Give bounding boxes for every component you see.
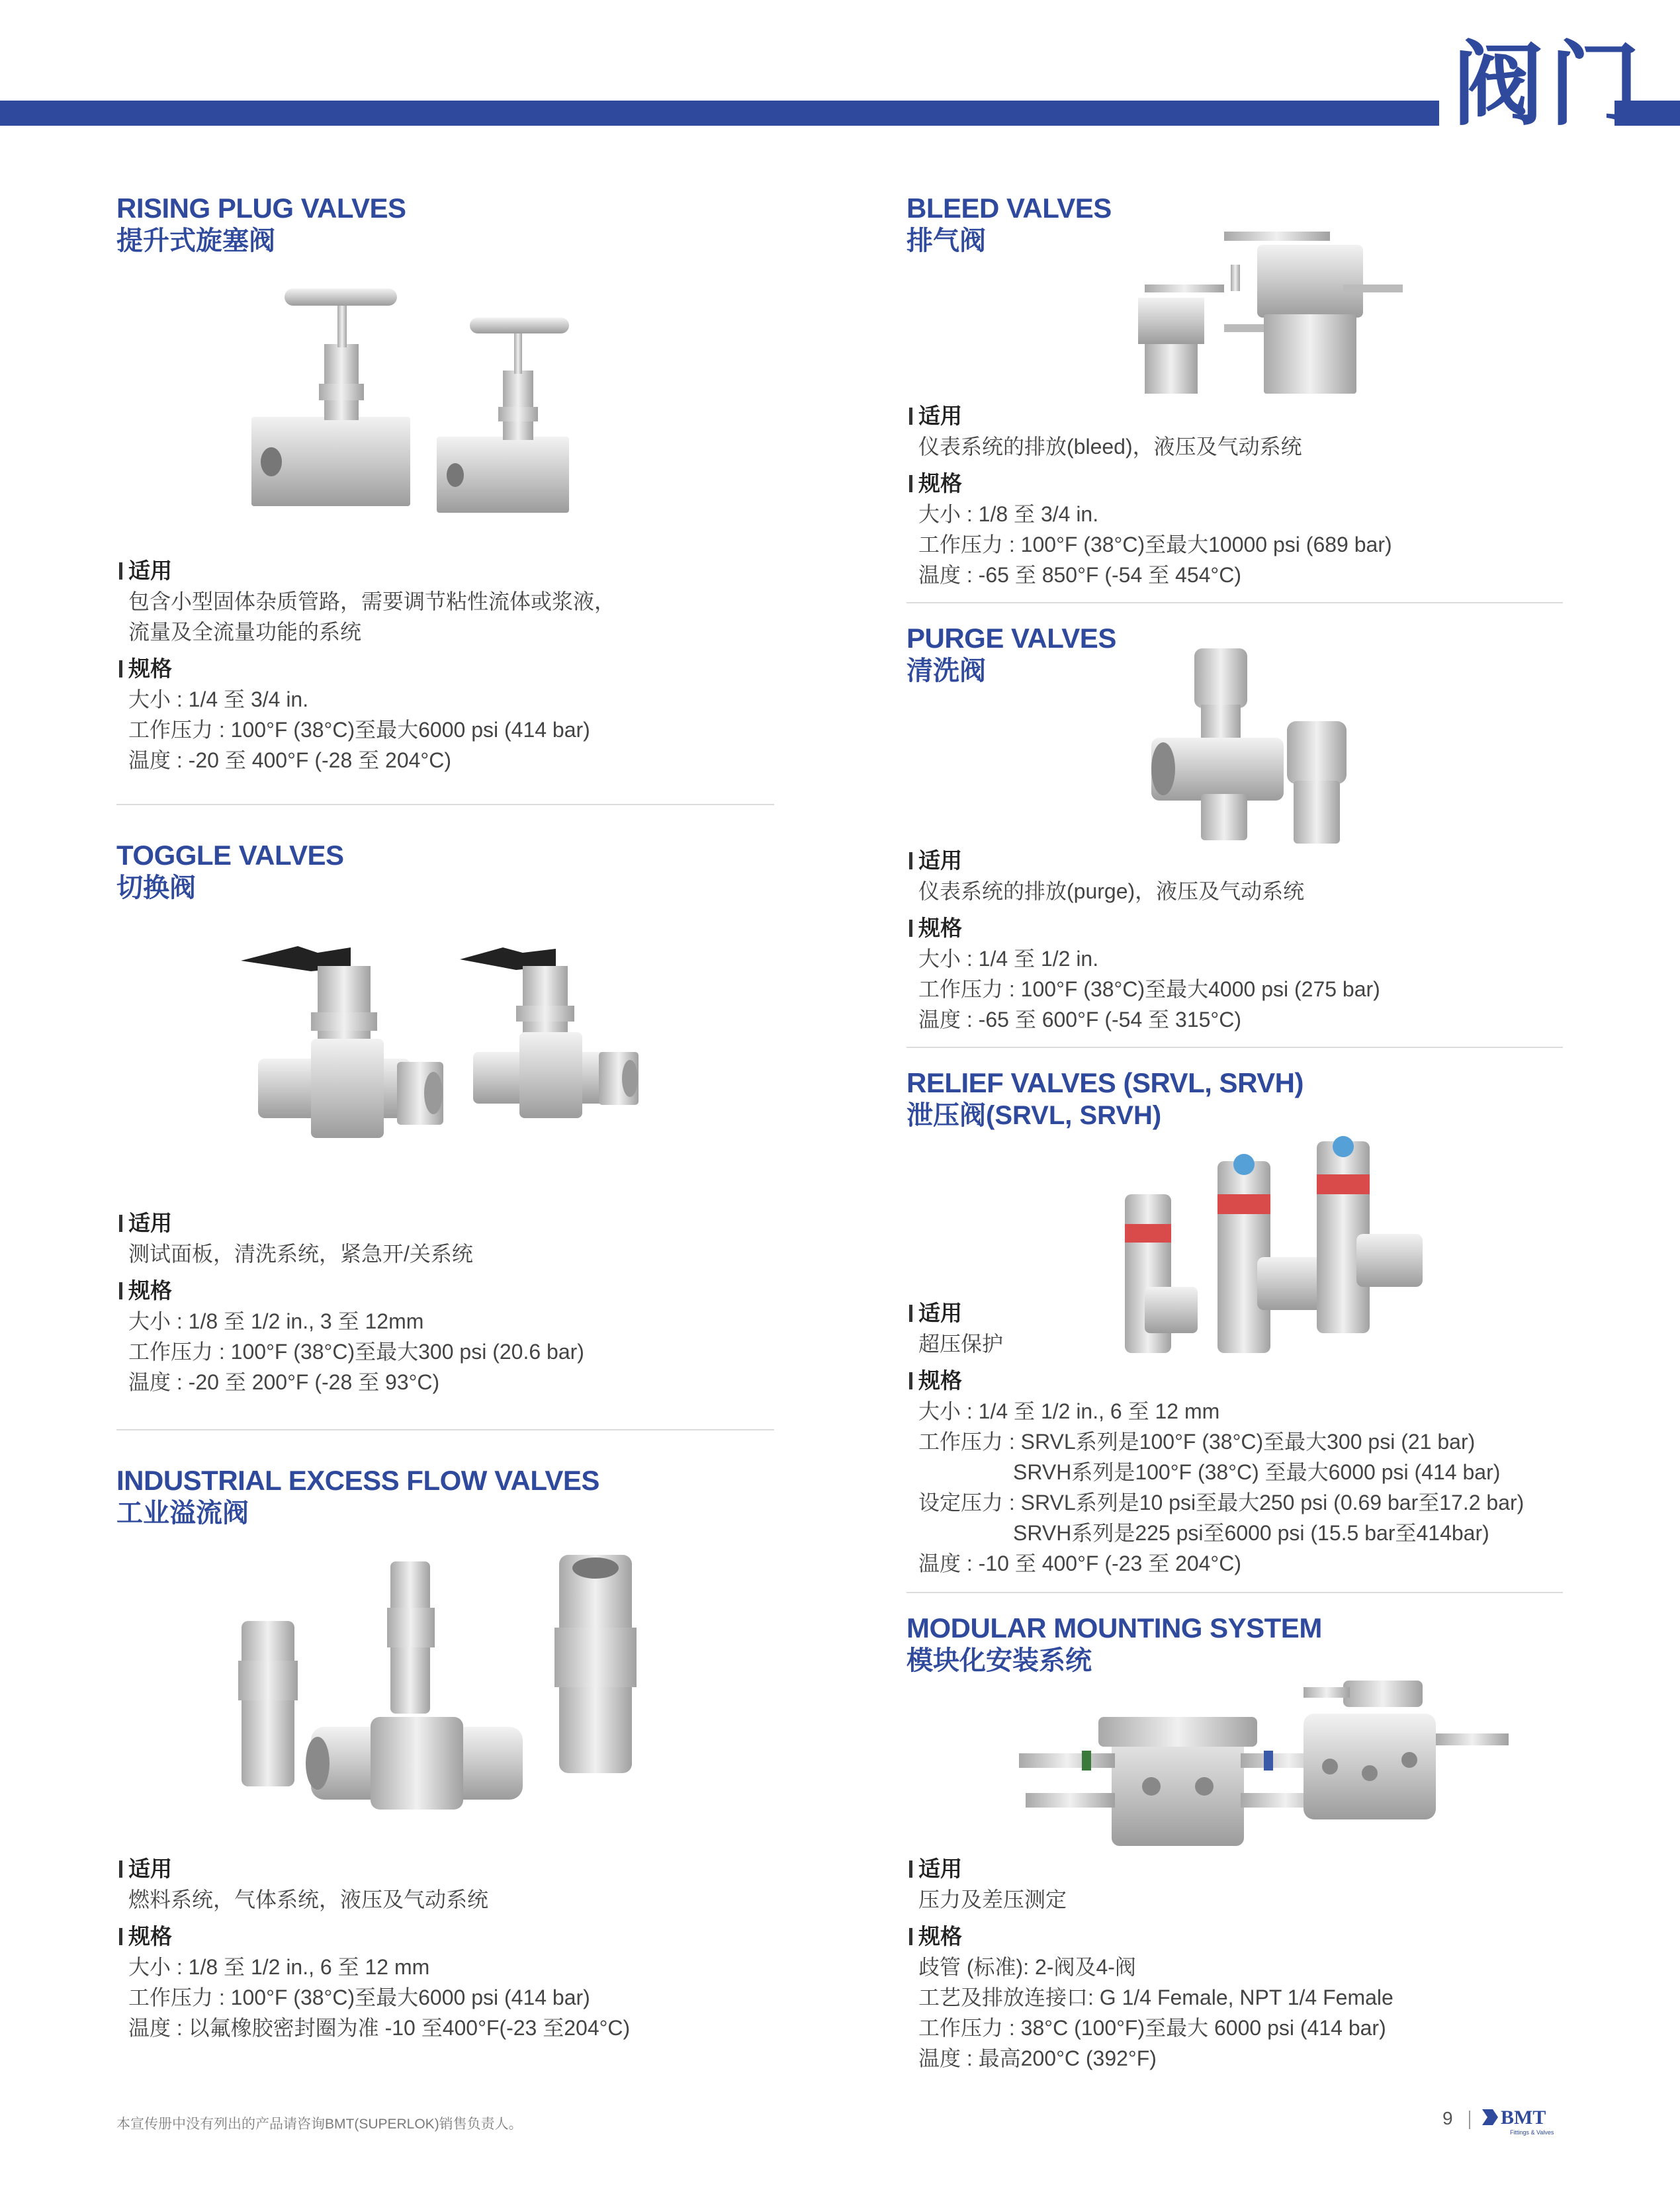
- spec-line: 工作压力 : 100°F (38°C)至最大6000 psi (414 bar): [128, 1986, 590, 2009]
- bmt-logo: [1481, 2104, 1560, 2138]
- spec-line: 温度 : -20 至 400°F (-28 至 204°C): [128, 748, 451, 772]
- spec-line: 大小 : 1/4 至 3/4 in.: [128, 687, 309, 711]
- application-label: 适用: [119, 556, 615, 586]
- spec-line: SRVH系列是100°F (38°C) 至最大6000 psi (414 bar): [1013, 1460, 1501, 1484]
- section-title-en: RISING PLUG VALVES: [116, 193, 406, 224]
- section-modular-mounting-details: [918, 1854, 1393, 2074]
- svg-text:BMT: BMT: [1501, 2107, 1546, 2128]
- spec-label: 规格: [909, 1366, 1524, 1396]
- spec-line: 大小 : 1/8 至 3/4 in.: [918, 502, 1099, 526]
- spec-line: 工作压力 : 38°C (100°F)至最大 6000 psi (414 bar): [918, 2016, 1386, 2040]
- spec-line: 工作压力 : 100°F (38°C)至最大10000 psi (689 bar): [918, 533, 1392, 556]
- section-title-zh: 切换阀: [116, 873, 196, 902]
- header-bar: [0, 101, 1439, 126]
- spec-line: 工艺及排放连接口: G 1/4 Female, NPT 1/4 Female: [918, 1986, 1393, 2009]
- section-divider: [906, 602, 1563, 603]
- section-title-en: MODULAR MOUNTING SYSTEM: [906, 1612, 1322, 1643]
- application-line: 燃料系统，气体系统，液压及气动系统: [128, 1888, 489, 1911]
- spec-line: 温度 : -65 至 850°F (-54 至 454°C): [918, 563, 1241, 587]
- bleed-valves-photo: [1125, 218, 1403, 404]
- section-bleed: [906, 192, 1112, 257]
- application-label: 适用: [119, 1208, 584, 1239]
- spec-line: 歧管 (标准): 2-阀及4-阀: [918, 1955, 1136, 1979]
- application-label: 适用: [119, 1854, 630, 1884]
- spec-line: 大小 : 1/4 至 1/2 in., 6 至 12 mm: [918, 1399, 1220, 1423]
- application-label: 适用: [909, 1854, 1393, 1884]
- modular-mounting-photo: [1012, 1674, 1515, 1866]
- section-toggle: [116, 839, 344, 904]
- section-divider: [906, 1047, 1563, 1048]
- spec-line: 大小 : 1/4 至 1/2 in.: [918, 947, 1099, 971]
- spec-line: 工作压力 : 100°F (38°C)至最大6000 psi (414 bar): [128, 718, 590, 742]
- spec-label: 规格: [119, 654, 615, 684]
- section-title-zh: 排气阀: [906, 226, 986, 255]
- section-title-zh: 模块化安装系统: [906, 1646, 1092, 1675]
- application-label: 适用: [909, 401, 1392, 431]
- footer-separator: [1469, 2111, 1470, 2129]
- toggle-valves-photo: [238, 933, 662, 1171]
- application-line: 测试面板，清洗系统，紧急开/关系统: [128, 1242, 473, 1266]
- section-title-zh: 泄压阀(SRVL, SRVH): [906, 1101, 1162, 1130]
- svg-text:Fittings & Valves: Fittings & Valves: [1510, 2129, 1554, 2136]
- section-rising-plug-details: [128, 556, 615, 775]
- application-line: 超压保护: [918, 1332, 1004, 1356]
- footer-note: 本宣传册中没有列出的产品请咨询BMT(SUPERLOK)销售负责人。: [116, 2117, 523, 2132]
- section-relief: [906, 1067, 1304, 1131]
- section-title-en: TOGGLE VALVES: [116, 840, 344, 871]
- spec-line: 大小 : 1/8 至 1/2 in., 6 至 12 mm: [128, 1955, 430, 1979]
- spec-line: 大小 : 1/8 至 1/2 in., 3 至 12mm: [128, 1309, 424, 1333]
- spec-label: 规格: [909, 468, 1392, 499]
- spec-line: 工作压力 : 100°F (38°C)至最大4000 psi (275 bar): [918, 977, 1380, 1001]
- page-number: 9: [1442, 2108, 1453, 2128]
- section-excess-flow: [116, 1464, 599, 1529]
- application-line: 仪表系统的排放(purge)，液压及气动系统: [918, 879, 1305, 903]
- section-title-en: BLEED VALVES: [906, 193, 1112, 224]
- application-line: 仪表系统的排放(bleed)，液压及气动系统: [918, 435, 1302, 459]
- section-title-en: INDUSTRIAL EXCESS FLOW VALVES: [116, 1465, 599, 1496]
- section-relief-details: [918, 1298, 1524, 1579]
- spec-line: 工作压力 : SRVL系列是100°F (38°C)至最大300 psi (21 bar): [918, 1430, 1476, 1454]
- spec-label: 规格: [909, 913, 1380, 943]
- spec-line: 温度 : -10 至 400°F (-23 至 204°C): [918, 1552, 1241, 1575]
- spec-line: SRVH系列是225 psi至6000 psi (15.5 bar至414bar): [1013, 1521, 1489, 1545]
- section-divider: [116, 1429, 774, 1430]
- section-title-zh: 清洗阀: [906, 656, 986, 685]
- section-bleed-details: [918, 401, 1392, 590]
- page-title: 阀门: [1452, 34, 1646, 136]
- section-title-en: RELIEF VALVES (SRVL, SRVH): [906, 1067, 1304, 1098]
- application-line: 流量及全流量功能的系统: [128, 620, 362, 644]
- application-line: 压力及差压测定: [918, 1888, 1067, 1911]
- purge-valves-photo: [1145, 648, 1356, 847]
- spec-line: 工作压力 : 100°F (38°C)至最大300 psi (20.6 bar): [128, 1340, 584, 1364]
- spec-line: 温度 : -65 至 600°F (-54 至 315°C): [918, 1008, 1241, 1031]
- section-excess-flow-details: [128, 1854, 630, 2043]
- application-line: 包含小型固体杂质管路，需要调节粘性流体或浆液，: [128, 590, 616, 613]
- application-label: 适用: [909, 1298, 1524, 1329]
- section-divider: [906, 1592, 1563, 1593]
- spec-label: 规格: [909, 1921, 1393, 1952]
- section-purge-details: [918, 846, 1380, 1035]
- application-label: 适用: [909, 846, 1380, 876]
- section-toggle-details: [128, 1208, 584, 1397]
- spec-line: 温度 : -20 至 200°F (-28 至 93°C): [128, 1370, 440, 1394]
- section-modular-mounting: [906, 1612, 1322, 1677]
- section-title-en: PURGE VALVES: [906, 623, 1116, 654]
- section-title-zh: 工业溢流阀: [116, 1499, 249, 1528]
- spec-label: 规格: [119, 1276, 584, 1306]
- rising-plug-valves-photo: [245, 271, 589, 523]
- spec-line: 温度 : 最高200°C (392°F): [918, 2046, 1157, 2070]
- section-purge: [906, 622, 1116, 687]
- excess-flow-valves-photo: [232, 1548, 648, 1826]
- spec-label: 规格: [119, 1921, 630, 1952]
- section-rising-plug: [116, 192, 406, 257]
- spec-line: 设定压力 : SRVL系列是10 psi至最大250 psi (0.69 bar至17.2 bar): [918, 1491, 1525, 1514]
- section-title-zh: 提升式旋塞阀: [116, 226, 275, 255]
- spec-line: 温度 : 以氟橡胶密封圈为准 -10 至400°F(-23 至204°C): [128, 2016, 631, 2040]
- section-divider: [116, 804, 774, 805]
